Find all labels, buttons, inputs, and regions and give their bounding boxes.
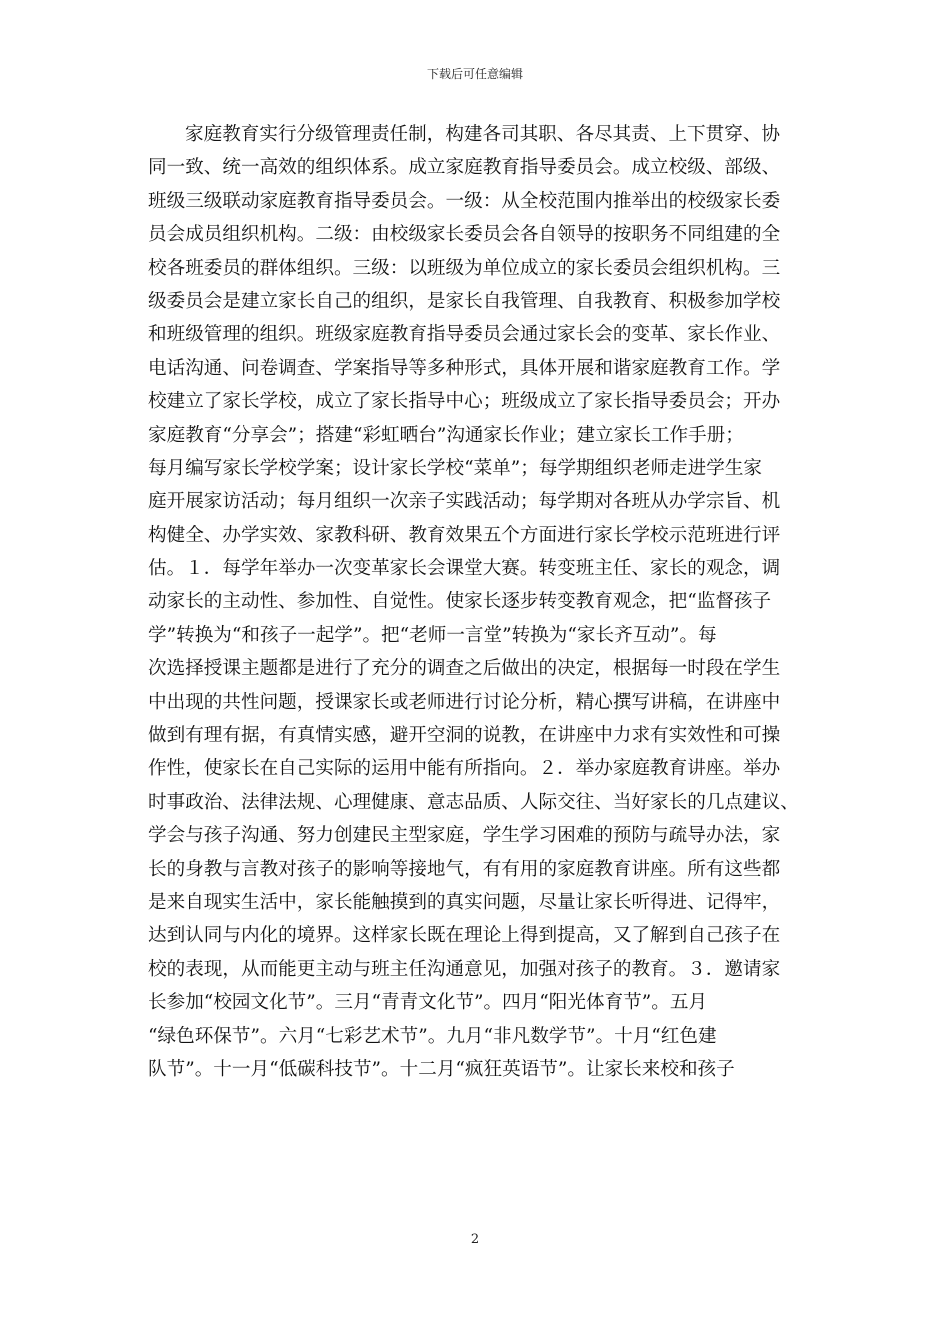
text-line: 班级三级联动家庭教育指导委员会。一级：从全校范围内推举出的校级家长委 <box>148 190 781 212</box>
text-line: 校建立了家长学校，成立了家长指导中心；班级成立了家长指导委员会；开办 <box>148 391 781 413</box>
text-line: 和班级管理的组织。班级家庭教育指导委员会通过家长会的变革、家长作业、 <box>148 324 781 346</box>
text-line: 达到认同与内化的境界。这样家长既在理论上得到提高，又了解到自己孩子在 <box>148 925 781 947</box>
text-line: 学”转换为“和孩子一起学”。把“老师一言堂”转换为“家长齐互动”。每 <box>148 624 717 646</box>
text-line: 估。１．每学年举办一次变革家长会课堂大赛。转变班主任、家长的观念，调 <box>148 558 781 580</box>
text-line: 家庭教育“分享会”；搭建“彩虹晒台”沟通家长作业；建立家长工作手册； <box>148 424 744 446</box>
text-line: 长的身教与言教对孩子的影响等接地气，有有用的家庭教育讲座。所有这些都 <box>148 858 781 880</box>
text-line: “绿色环保节”。六月“七彩艺术节”。九月“非凡数学节”。十月“红色建 <box>148 1025 717 1047</box>
text-line: 家庭教育实行分级管理责任制，构建各司其职、各尽其责、上下贯穿、协 <box>185 124 781 145</box>
page-header: 下载后可任意编辑 <box>426 67 523 81</box>
text-line: 校各班委员的群体组织。三级：以班级为单位成立的家长委员会组织机构。三 <box>148 257 781 279</box>
text-line: 庭开展家访活动；每月组织一次亲子实践活动；每学期对各班从办学宗旨、机 <box>148 491 781 513</box>
text-line: 是来自现实生活中，家长能触摸到的真实问题，尽量让家长听得进、记得牢， <box>148 891 781 913</box>
text-line: 电话沟通、问卷调查、学案指导等多种形式，具体开展和谐家庭教育工作。学 <box>148 357 781 379</box>
text-line: 动家长的主动性、参加性、自觉性。使家长逐步转变教育观念，把“监督孩子 <box>148 591 772 613</box>
text-line: 中出现的共性问题，授课家长或老师进行讨论分析，精心撰写讲稿，在讲座中 <box>148 691 781 713</box>
text-line: 级委员会是建立家长自己的组织，是家长自我管理、自我教育、积极参加学校 <box>148 290 781 312</box>
text-line: 时事政治、法律法规、心理健康、意志品质、人际交往、当好家长的几点建议、 <box>148 791 799 813</box>
text-line: 每月编写家长学校学案；设计家长学校“菜单”；每学期组织老师走进学生家 <box>148 457 763 479</box>
text-line: 长参加“校园文化节”。三月“青青文化节”。四月“阳光体育节”。五月 <box>148 992 708 1014</box>
text-line: 次选择授课主题都是进行了充分的调查之后做出的决定，根据每一时段在学生 <box>148 658 781 680</box>
text-line: 员会成员组织机构。二级：由校级家长委员会各自领导的按职务不同组建的全 <box>148 224 781 246</box>
text-line: 作性，使家长在自己实际的运用中能有所指向。２．举办家庭教育讲座。举办 <box>148 758 781 780</box>
text-line: 构健全、办学实效、家教科研、教育效果五个方面进行家长学校示范班进行评 <box>148 524 781 546</box>
body-paragraph <box>148 118 808 1086</box>
text-line: 同一致、统一高效的组织体系。成立家庭教育指导委员会。成立校级、部级、 <box>148 157 781 179</box>
text-line: 学会与孩子沟通、努力创建民主型家庭，学生学习困难的预防与疏导办法，家 <box>148 825 781 847</box>
text-line: 做到有理有据，有真情实感，避开空洞的说教，在讲座中力求有实效性和可操 <box>148 725 781 747</box>
text-line: 队节”。十一月“低碳科技节”。十二月“疯狂英语节”。让家长来校和孩子 <box>148 1058 735 1080</box>
page-number: 2 <box>470 1232 480 1247</box>
text-line: 校的表现，从而能更主动与班主任沟通意见，加强对孩子的教育。３．邀请家 <box>148 958 781 980</box>
